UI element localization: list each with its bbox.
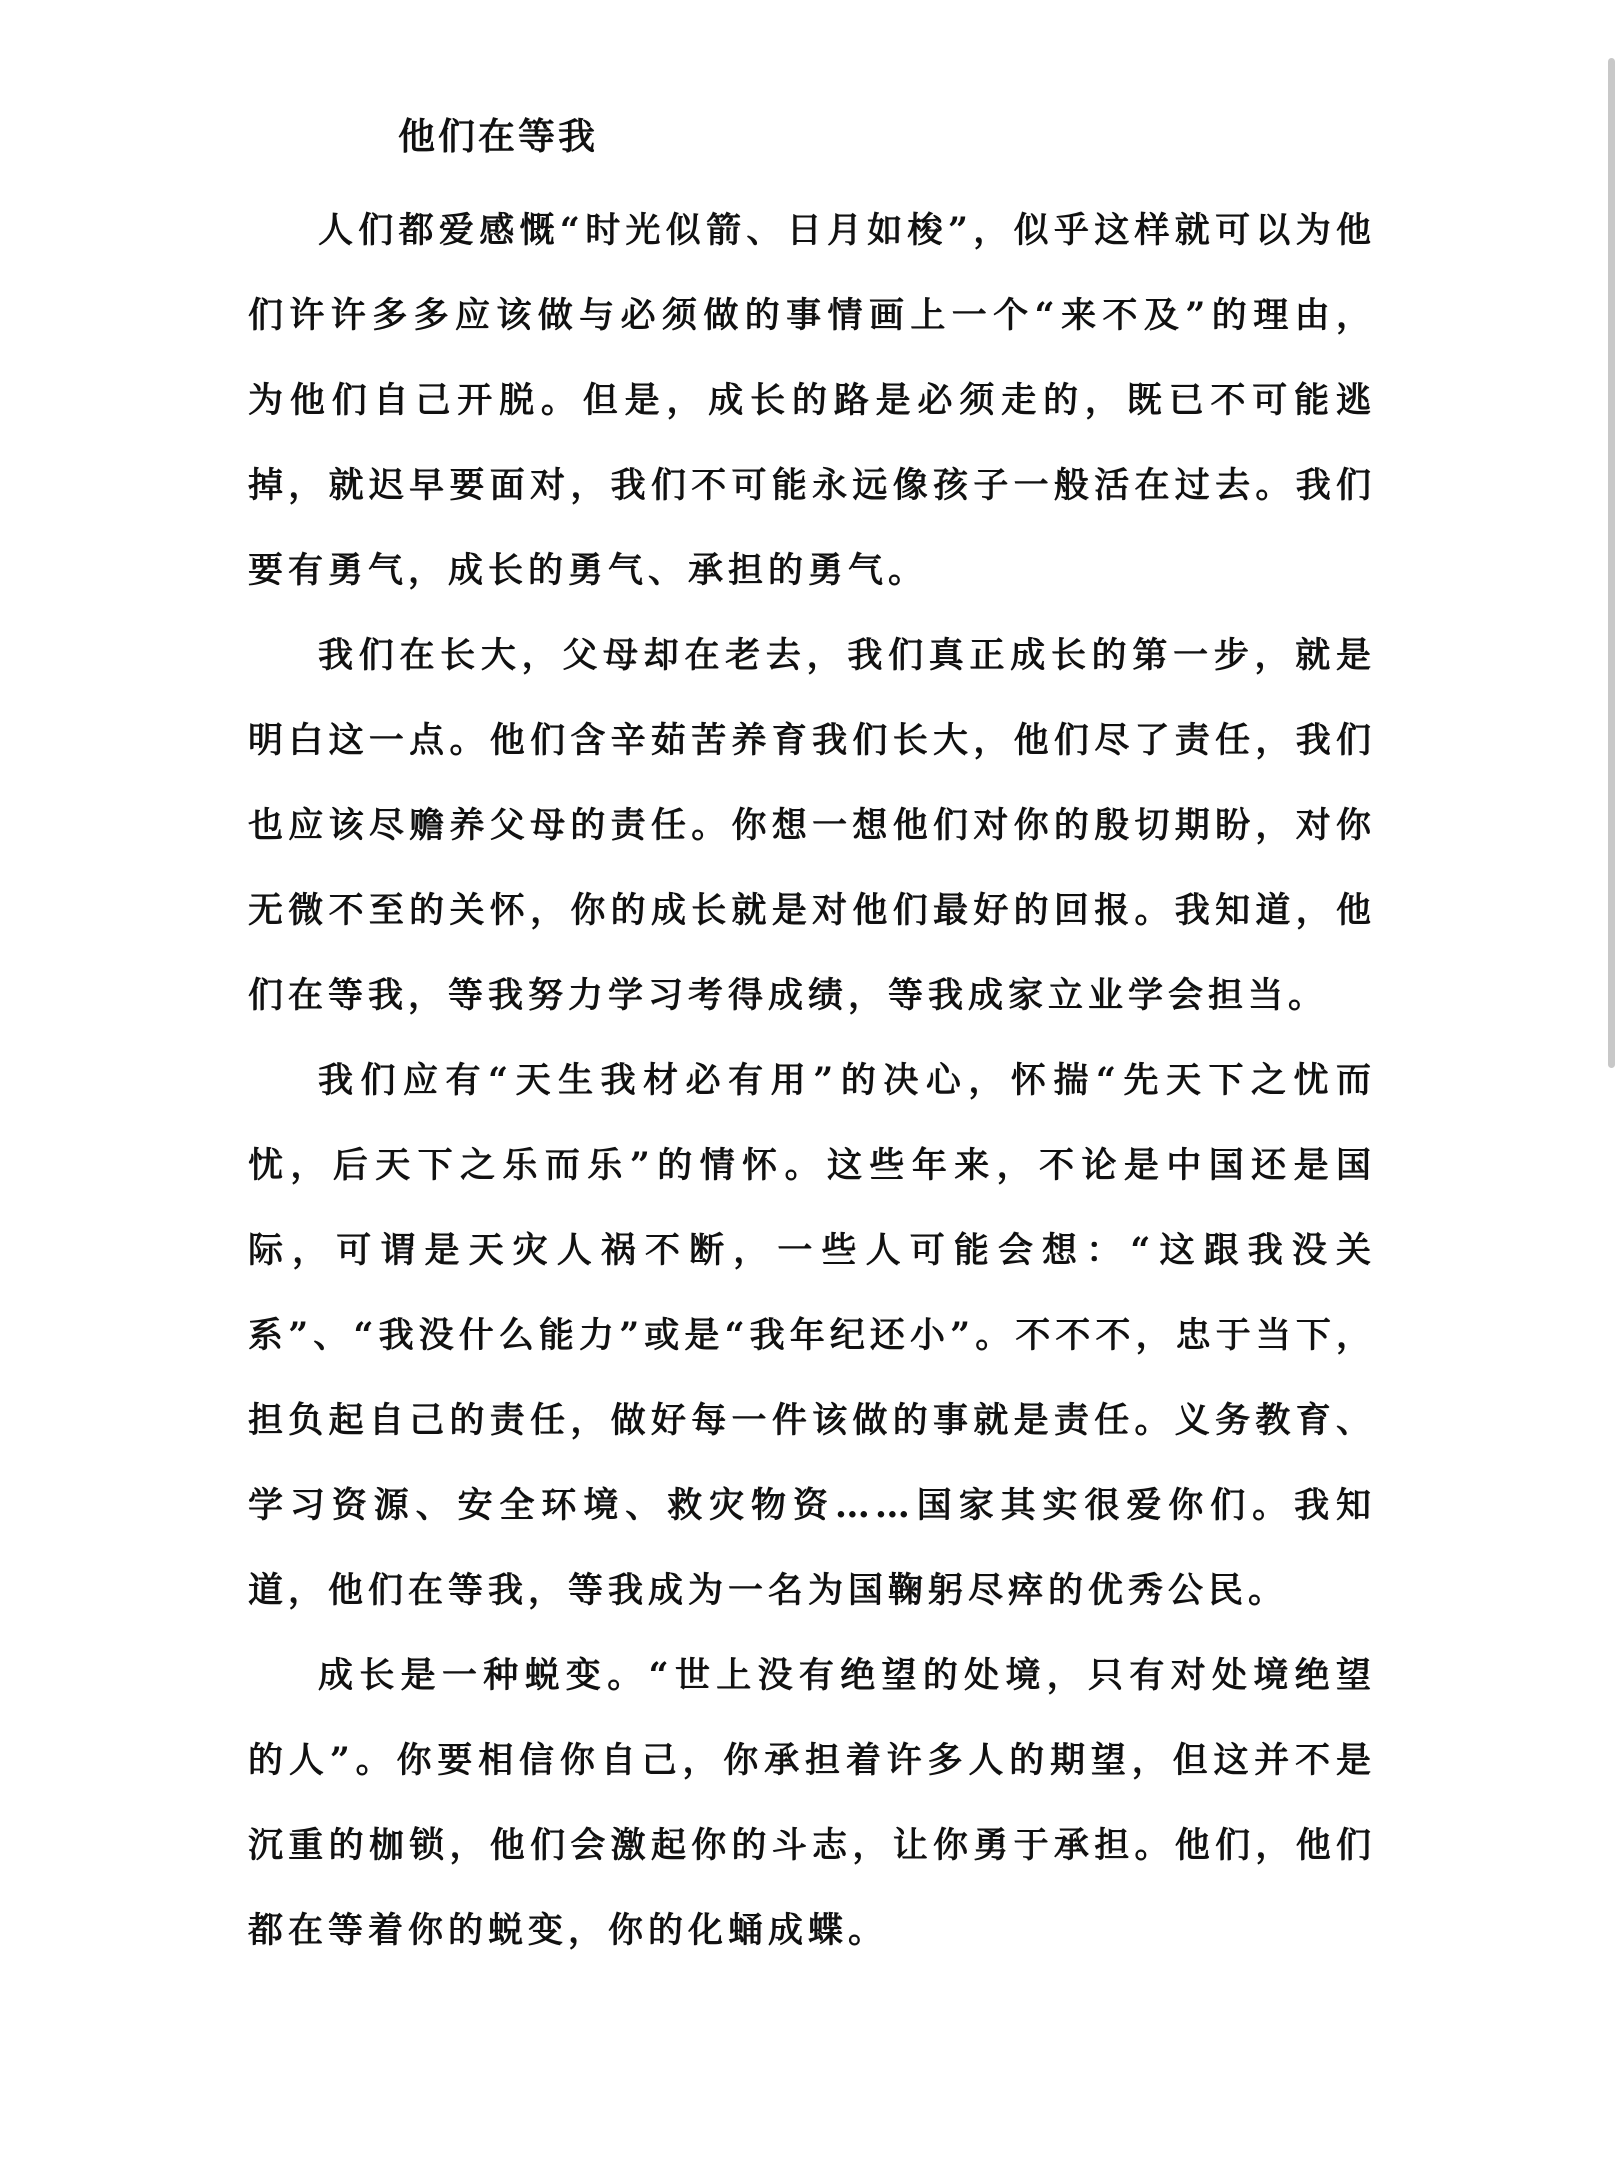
paragraph-3: 我们应有“天生我材必有用”的决心，怀揣“先天下之忧而忧，后天下之乐而乐”的情怀。这些年来，不论是中国还是国际，可谓是天灾人祸不断，一些人可能会想：“这跟我没关系”、“我没什么能力”或是“我年纪还小”。不不不，忠于当下，担负起自己的责任，做好每一件该做的事就是责任。义务教育、学习资源、安全环境、救灾物资……国家其实很爱你们。我知道，他们在等我，等我成为一名为国鞠躬尽瘁的优秀公民。 <box>248 1060 1376 1611</box>
paragraph-4: 成长是一种蜕变。“世上没有绝望的处境，只有对处境绝望的人”。你要相信你自己，你承担着许多人的期望，但这并不是沉重的枷锁，他们会激起你的斗志，让你勇于承担。他们，他们都在等着你的蜕变，你的化蛹成蝶。 <box>248 1655 1376 1951</box>
paragraph-2: 我们在长大，父母却在老去，我们真正成长的第一步，就是明白这一点。他们含辛茹苦养育我们长大，他们尽了责任，我们也应该尽赡养父母的责任。你想一想他们对你的殷切期盼，对你无微不至的关怀，你的成长就是对他们最好的回报。我知道，他们在等我，等我努力学习考得成绩，等我成家立业学会担当。 <box>248 635 1376 1016</box>
document-title: 他们在等我 <box>398 114 598 158</box>
paragraph-1: 人们都爱感慨“时光似箭、日月如梭”，似乎这样就可以为他们许许多多应该做与必须做的事情画上一个“来不及”的理由，为他们自己开脱。但是，成长的路是必须走的，既已不可能逃掉，就迟早要面对，我们不可能永远像孩子一般活在过去。我们要有勇气，成长的勇气、承担的勇气。 <box>248 210 1376 591</box>
vertical-scrollbar[interactable] <box>1608 58 1615 1068</box>
document-body <box>248 188 1376 1973</box>
